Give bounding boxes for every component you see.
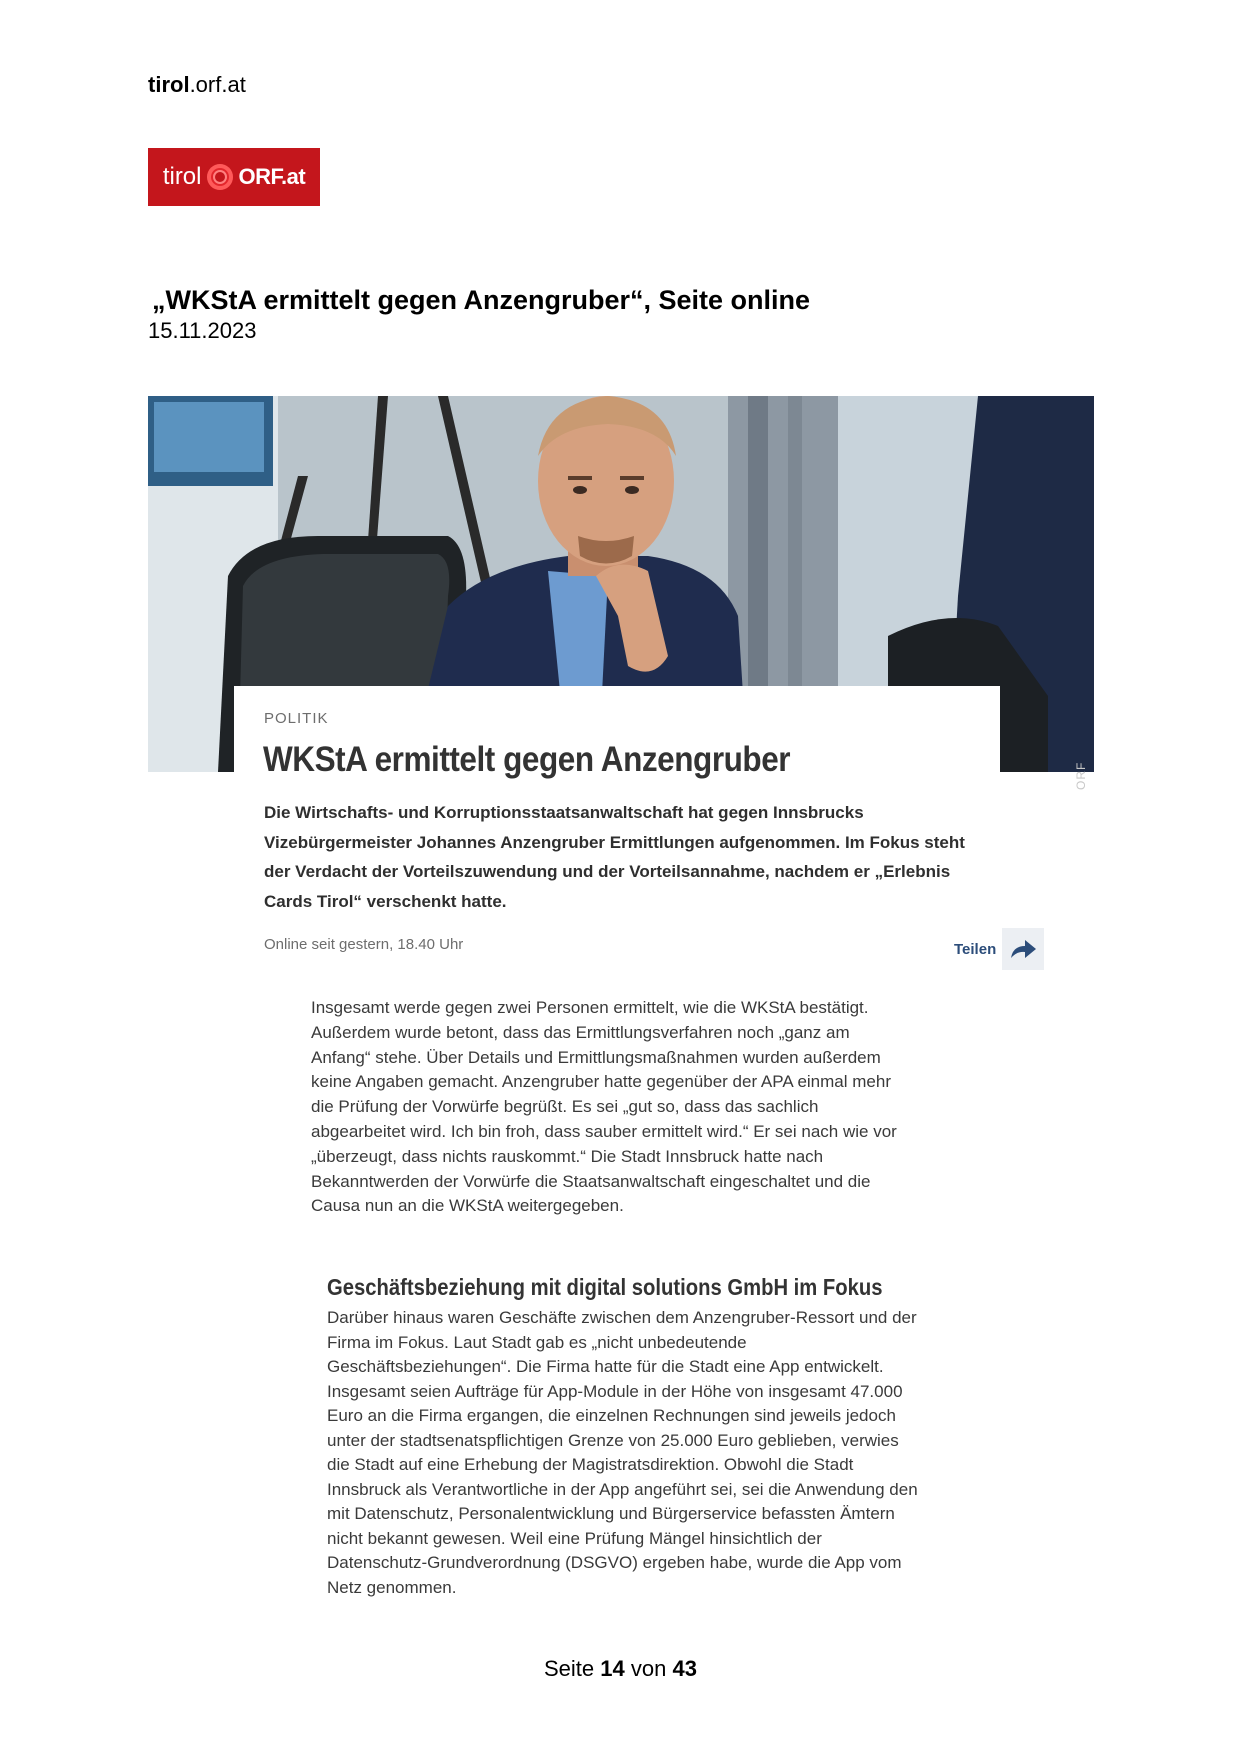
logo-tirol-text: tirol bbox=[162, 163, 202, 190]
section-heading: Geschäftsbeziehung mit digital solutions GmbH im Fokus bbox=[327, 1274, 883, 1300]
article-card bbox=[234, 686, 1000, 976]
article-body: Insgesamt werde gegen zwei Personen ermittelt, wie die WKStA bestätigt. Außerdem wurde betont, dass das Ermittlungsverfahren noch „ganz am Anfang“ stehe. Über Details und Ermittlungsmaßnahmen wurden außerdem keine Angaben gemacht. Anzengruber hatte gegenüber der APA einmal mehr die Prüfung der Vorwürfe begrüßt. Es sei „gut so, dass das sachlich abgearbeitet wird. Ich bin froh, dass sauber ermittelt wird.“ Er sei nach wie vor „überzeugt, dass nichts rauskommt.“ Die Stadt Innsbruck hatte nach Bekanntwerden der Vorwürfe die Staatsanwaltschaft eingeschaltet und die Causa nun an die WKStA weitergegeben. bbox=[311, 998, 897, 1216]
article-headline: WKStA ermittelt gegen Anzengruber bbox=[263, 740, 791, 779]
share-arrow-icon[interactable] bbox=[1002, 928, 1044, 970]
article-lead: Die Wirtschafts- und Korruptionsstaatsanwaltschaft hat gegen Innsbrucks Vizebürgermeister Johannes Anzengruber Ermittlungen aufgenommen. Im Fokus steht der Verdacht der Vorteilszuwendung und der Vorteilsannahme, nachdem er „Erlebnis Cards Tirol“ verschenkt hatte. bbox=[264, 803, 965, 911]
logo-orf-text: ORF.at bbox=[238, 164, 306, 189]
source-url-rest: .orf.at bbox=[189, 72, 246, 97]
orf-logo-icon bbox=[207, 164, 233, 190]
document-title: „WKStA ermittelt gegen Anzengruber“, Seite online bbox=[152, 285, 811, 315]
article-category: POLITIK bbox=[264, 710, 329, 727]
source-url bbox=[148, 72, 246, 98]
tirol-orf-logo bbox=[148, 148, 320, 206]
document-date: 15.11.2023 bbox=[148, 318, 257, 343]
share-button[interactable] bbox=[954, 928, 1044, 970]
page-current: 14 bbox=[600, 1656, 625, 1681]
photo-credit: ORF bbox=[1074, 761, 1088, 790]
page-number bbox=[0, 1656, 1241, 1682]
source-url-bold: tirol bbox=[148, 72, 190, 97]
page-total: 43 bbox=[672, 1656, 697, 1681]
share-label: Teilen bbox=[954, 940, 997, 958]
page-prefix: Seite bbox=[544, 1656, 595, 1681]
page-von: von bbox=[630, 1656, 667, 1681]
section-body: Darüber hinaus waren Geschäfte zwischen dem Anzengruber-Ressort und der Firma im Fokus. Laut Stadt gab es „nicht unbedeutende Geschäftsbeziehungen“. Die Firma hatte für die Stadt eine App entwickelt. Insgesamt seien Aufträge für App-Module in der Höhe von insgesamt 47.000 Euro an die Firma ergangen, die einzelnen Rechnungen sind jeweils jedoch unter der stadtsenatspflichtigen Grenze von 25.000 Euro geblieben, verwies die Stadt auf eine Erhebung der Magistratsdirektion. Obwohl die Stadt Innsbruck als Verantwortliche in der App angeführt sei, sei die Anwendung den mit Datenschutz, Personalentwicklung und Bürgerservice befassten Ämtern nicht bekannt gewesen. Weil eine Prüfung Mängel hinsichtlich der Datenschutz-Grundverordnung (DSGVO) ergeben habe, wurde die App vom Netz genommen. bbox=[327, 1308, 918, 1597]
article-timestamp: Online seit gestern, 18.40 Uhr bbox=[264, 936, 464, 953]
